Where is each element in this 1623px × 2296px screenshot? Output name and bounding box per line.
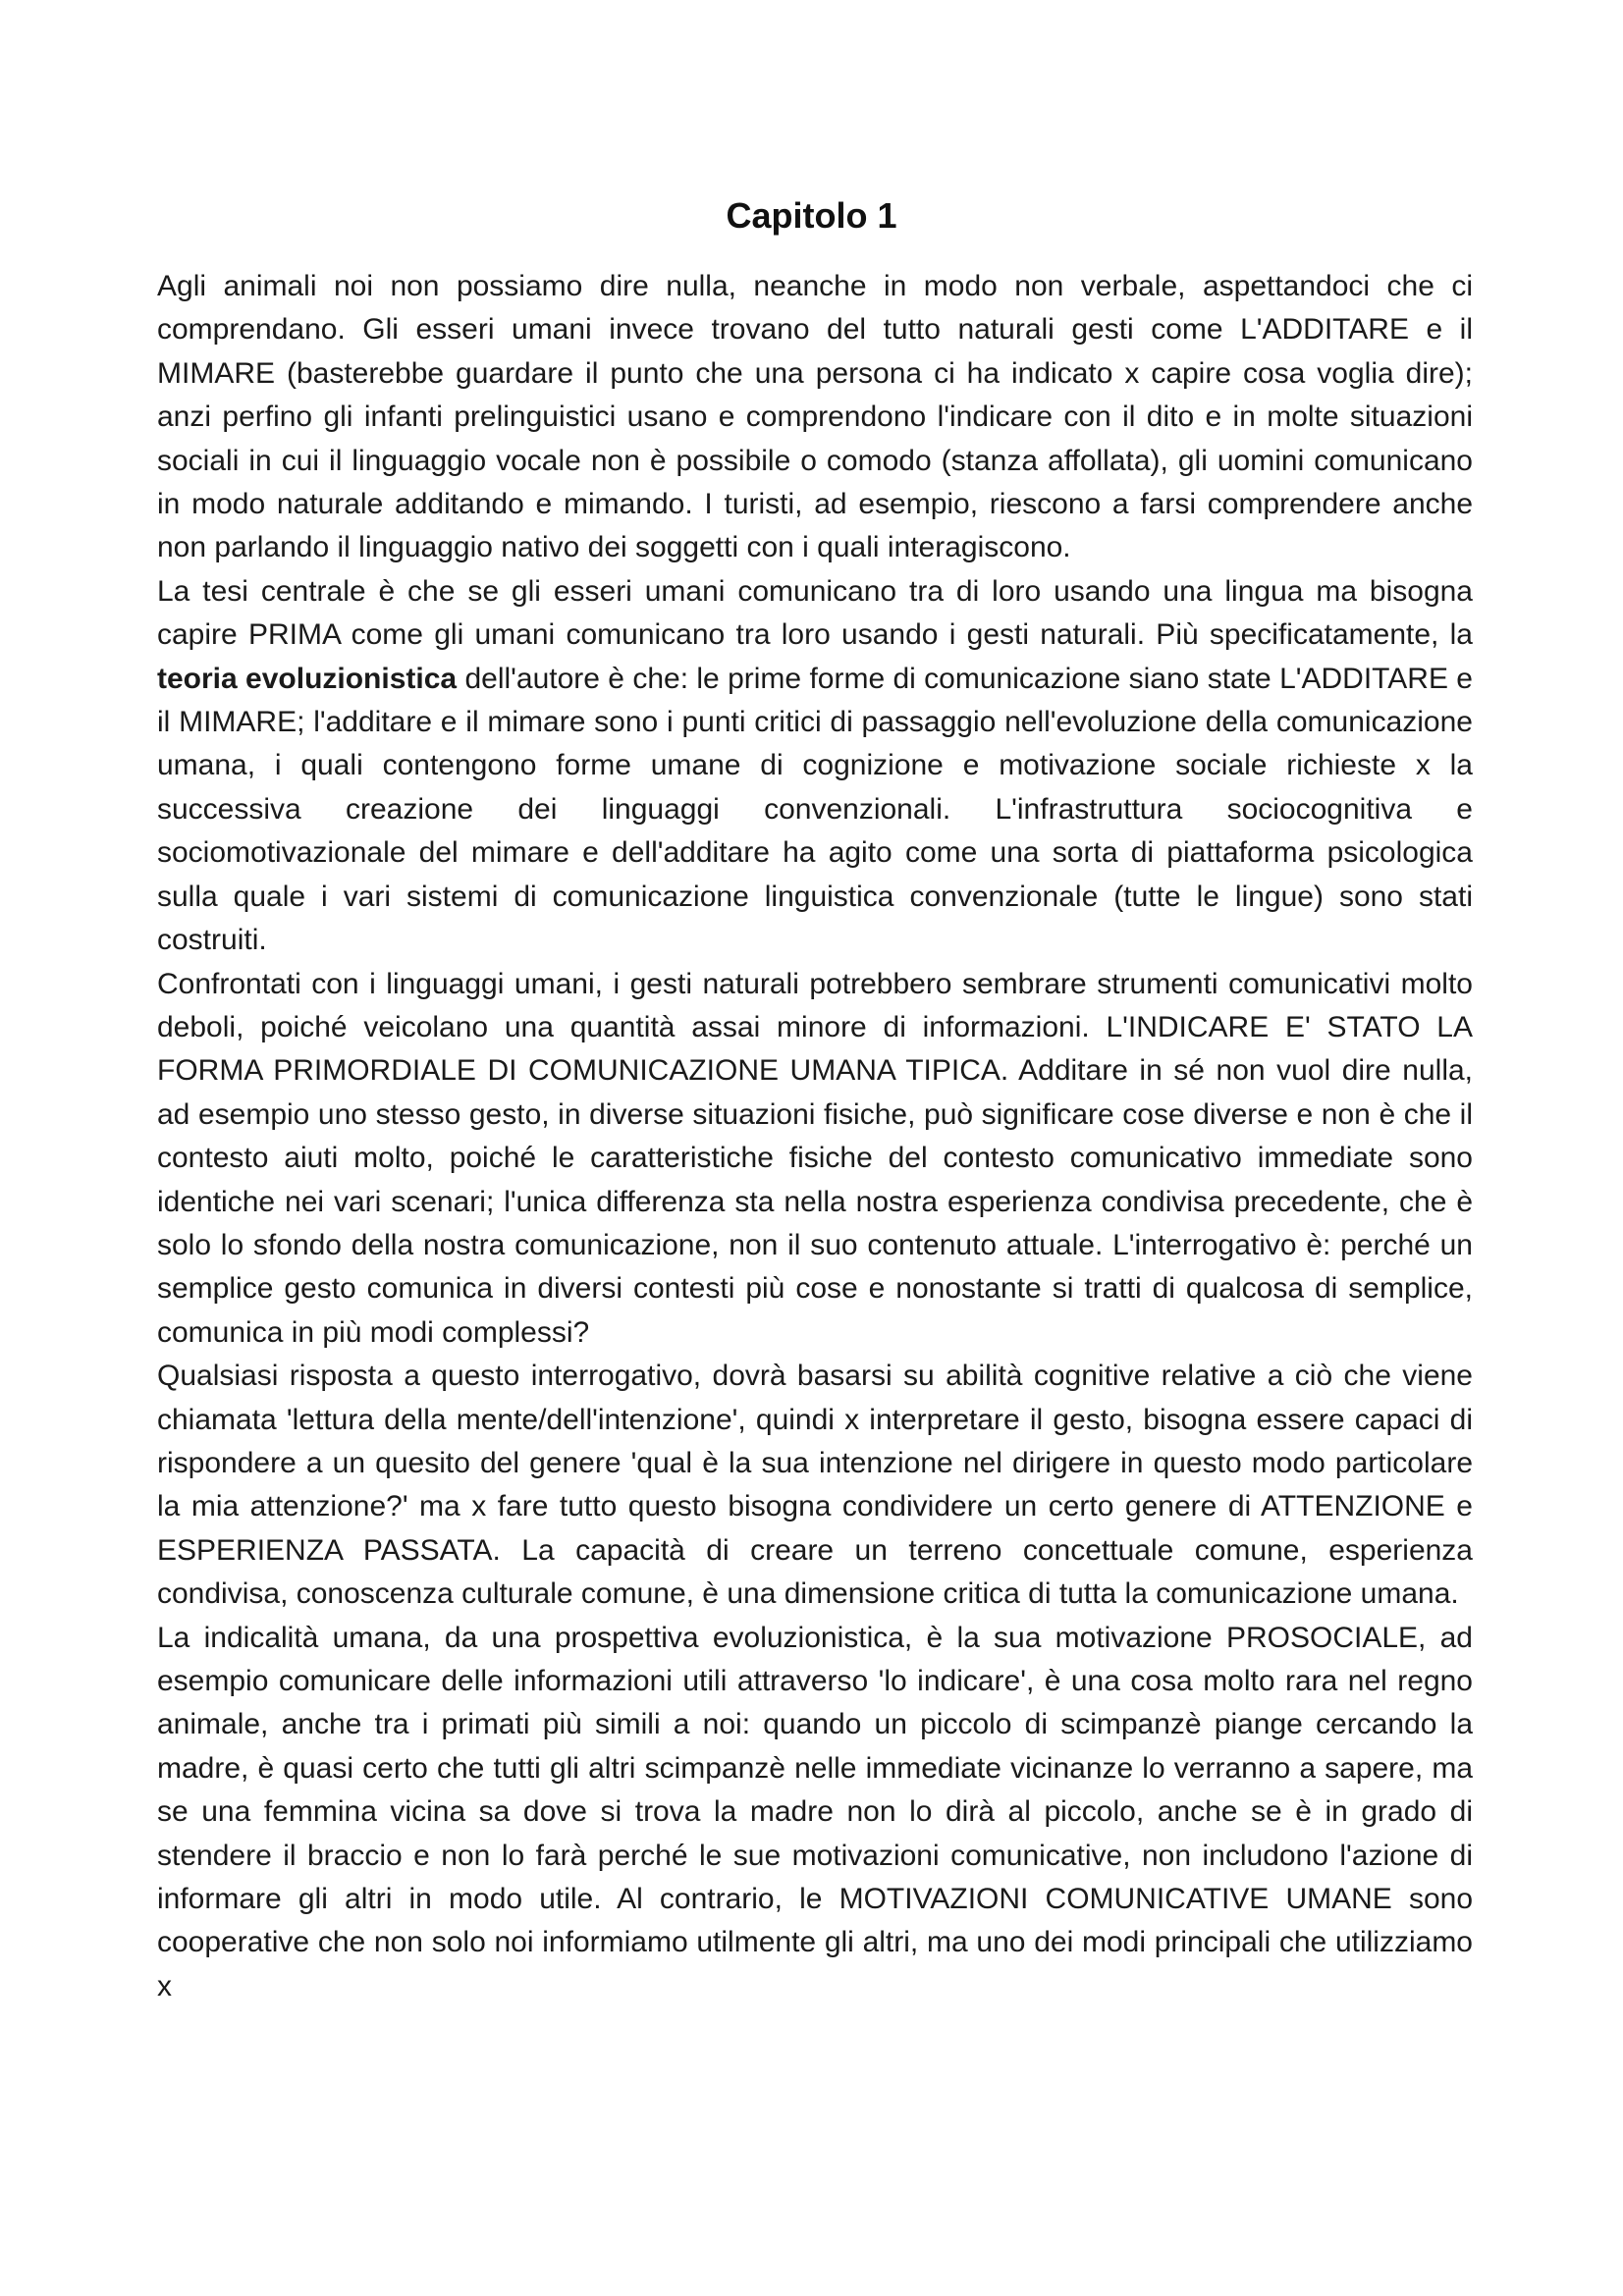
paragraph-1 bbox=[157, 265, 1473, 570]
paragraph-text: dell'autore è che: le prime forme di comunicazione siano state L'ADDITARE e il MIMARE; l'additare e il mimare sono i punti critici di passaggio nell'evoluzione della comunicazione umana, i quali contengono forme umane di cognizione e motivazione sociale richieste x la successiva creazione dei linguaggi convenzionali. L'infrastruttura sociocognitiva e sociomotivazionale del mimare e dell'additare ha agito come una sorta di piattaforma psicologica sulla quale i vari sistemi di comunicazione linguistica convenzionale (tutte le lingue) sono stati costruiti. bbox=[157, 662, 1473, 957]
paragraph-text: La indicalità umana, da una prospettiva evoluzionistica, è la sua motivazione PROSOCIALE, ad esempio comunicare delle informazioni utili attraverso 'lo indicare', è una cosa molto rara nel regno animale, anche tra i primati più simili a noi: quando un piccolo di scimpanzè piange cercando la madre, è quasi certo che tutti gli altri scimpanzè nelle immediate vicinanze lo verranno a sapere, ma se una femmina vicina sa dove si trova la madre non lo dirà al piccolo, anche se è in grado di stendere il braccio e non lo farà perché le sue motivazioni comunicative, non includono l'azione di informare gli altri in modo utile. Al contrario, le MOTIVAZIONI COMUNICATIVE UMANE sono cooperative che non solo noi informiamo utilmente gli altri, ma uno dei modi principali che utilizziamo x bbox=[157, 1621, 1473, 2002]
paragraph-2 bbox=[157, 570, 1473, 963]
paragraph-4 bbox=[157, 1355, 1473, 1616]
bold-term-teoria-evoluzionistica: teoria evoluzionistica bbox=[157, 662, 458, 695]
paragraph-5 bbox=[157, 1617, 1473, 2009]
paragraph-text: Agli animali noi non possiamo dire nulla, neanche in modo non verbale, aspettandoci che ci comprendano. Gli esseri umani invece trovano del tutto naturali gesti come L'ADDITARE e il MIMARE (basterebbe guardare il punto che una persona ci ha indicato x capire cosa voglia dire); anzi perfino gli infanti prelinguistici usano e comprendono l'indicare con il dito e in molte situazioni sociali in cui il linguaggio vocale non è possibile o comodo (stanza affollata), gli uomini comunicano in modo naturale additando e mimando. I turisti, ad esempio, riescono a farsi comprendere anche non parlando il linguaggio nativo dei soggetti con i quali interagiscono. bbox=[157, 270, 1473, 564]
paragraph-text: La tesi centrale è che se gli esseri umani comunicano tra di loro usando una lingua ma bisogna capire PRIMA come gli umani comunicano tra loro usando i gesti naturali. Più specificatamente, la bbox=[157, 574, 1473, 652]
document-body bbox=[157, 265, 1473, 2008]
paragraph-text: Qualsiasi risposta a questo interrogativo, dovrà basarsi su abilità cognitive relative a ciò che viene chiamata 'lettura della mente/dell'intenzione', quindi x interpretare il gesto, bisogna essere capaci di rispondere a un quesito del genere 'qual è la sua intenzione nel dirigere in questo modo particolare la mia attenzione?' ma x fare tutto questo bisogna condividere un certo genere di ATTENZIONE e ESPERIENZA PASSATA. La capacità di creare un terreno concettuale comune, esperienza condivisa, conoscenza culturale comune, è una dimensione critica di tutta la comunicazione umana. bbox=[157, 1360, 1473, 1611]
paragraph-3 bbox=[157, 963, 1473, 1356]
paragraph-text: Confrontati con i linguaggi umani, i gesti naturali potrebbero sembrare strumenti comunicativi molto deboli, poiché veicolano una quantità assai minore di informazioni. L'INDICARE E' STATO LA FORMA PRIMORDIALE DI COMUNICAZIONE UMANA TIPICA. Additare in sé non vuol dire nulla, ad esempio uno stesso gesto, in diverse situazioni fisiche, può significare cose diverse e non è che il contesto aiuti molto, poiché le caratteristiche fisiche del contesto comunicativo immediate sono identiche nei vari scenari; l'unica differenza sta nella nostra esperienza condivisa precedente, che è solo lo sfondo della nostra comunicazione, non il suo contenuto attuale. L'interrogativo è: perché un semplice gesto comunica in diversi contesti più cose e nonostante si tratti di qualcosa di semplice, comunica in più modi complessi? bbox=[157, 967, 1473, 1349]
chapter-title: Capitolo 1 bbox=[726, 195, 897, 236]
